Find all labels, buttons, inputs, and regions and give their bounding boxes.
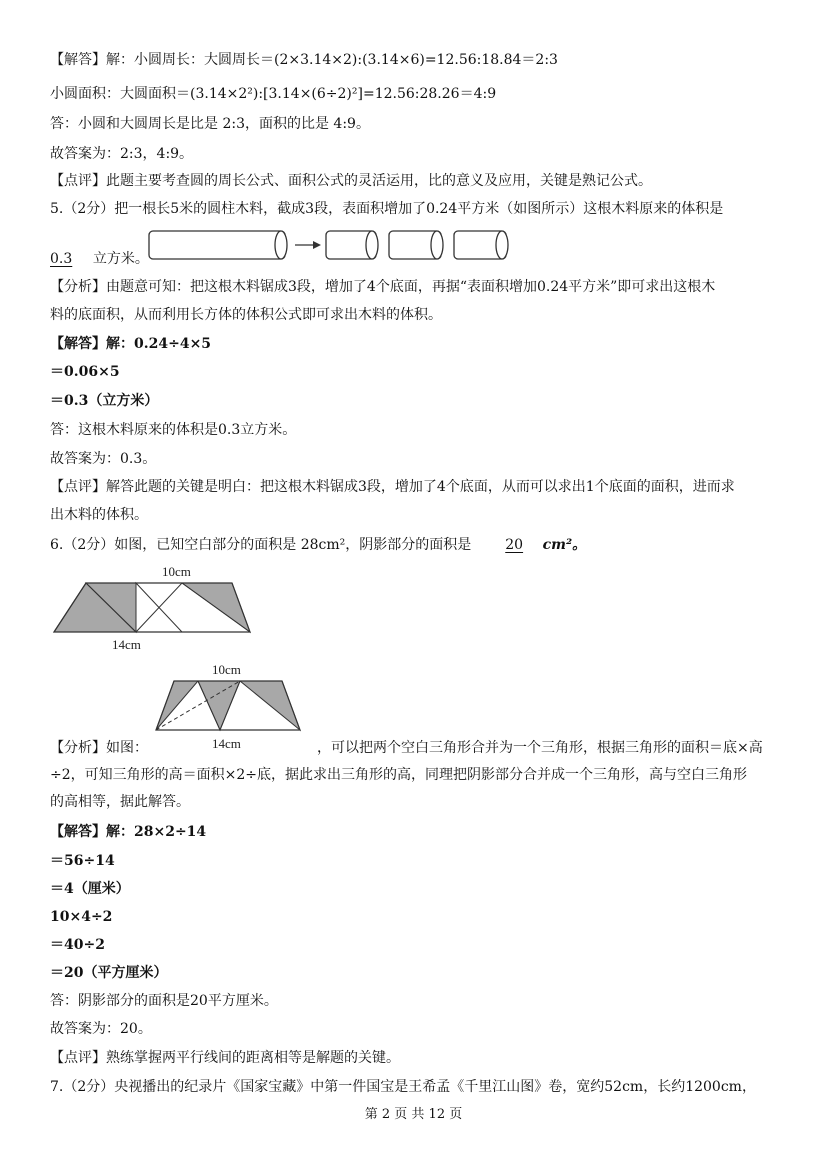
question-6-text: 6.（2分）如图，已知空白部分的面积是 28cm²，阴影部分的面积是 [50, 537, 472, 553]
solution-6-line4: 10×4÷2 [50, 909, 113, 925]
fig1-bottom-label: 14cm [112, 637, 141, 652]
answer-ratio-circumference: 【解答】解：小圆周长：大圆周长＝(2×3.14×2):(3.14×6)=12.56:18.84＝2:3 [50, 52, 558, 68]
solution-6-final: 故答案为：20。 [50, 1021, 152, 1037]
cylinder-figure [145, 228, 515, 264]
question-7: 7.（2分）央视播出的纪录片《国家宝藏》中第一件国宝是王希孟《千里江山图》卷，宽约52cm，长约1200cm， [50, 1079, 756, 1095]
analysis-6-line3: 的高相等，据此解答。 [50, 794, 190, 810]
solution-5-line3: ＝0.3（立方米） [50, 393, 159, 409]
answer-ratio-area: 小圆面积：大圆面积＝(3.14×2²):[3.14×(6÷2)²]=12.56:28.26＝4:9 [50, 86, 497, 102]
question-5: 5.（2分）把一根长5米的圆柱木料，截成3段，表面积增加了0.24平方米（如图所示）这根木料原来的体积是 [50, 201, 724, 217]
solution-5-line2: ＝0.06×5 [50, 364, 120, 380]
analysis-6-line1-start: 【分析】如图： [50, 740, 148, 756]
solution-6-line3: ＝4（厘米） [50, 881, 130, 897]
question-6-answer: 20 [505, 537, 524, 553]
fig2-bottom-label: 14cm [212, 736, 241, 751]
question-5-answer: 0.3 [50, 251, 73, 267]
fig2-top-label: 10cm [212, 662, 241, 677]
question-6 [50, 535, 586, 555]
analysis-6-line2: ÷2，可知三角形的高＝面积×2÷底，据此求出三角形的高，同理把阴影部分合并成一个三角形，高与空白三角形 [50, 767, 748, 783]
page-footer: 第 2 页 共 12 页 [364, 1107, 463, 1122]
trapezoid-figure-2 [152, 660, 312, 755]
solution-6-line1: 【解答】解：28×2÷14 [50, 824, 207, 840]
trapezoid-figure-1 [50, 562, 250, 657]
analysis-5-line1: 【分析】由题意可知：把这根木料锯成3段，增加了4个底面，再据“表面积增加0.24平方米”即可求出这根木 [50, 279, 716, 295]
answer-conclusion: 答：小圆和大圆周长是比是 2:3，面积的比是 4:9。 [50, 116, 370, 132]
solution-5-answer: 答：这根木料原来的体积是0.3立方米。 [50, 422, 297, 438]
comment-5-line1: 【点评】解答此题的关键是明白：把这根木料锯成3段，增加了4个底面，从而可以求出1个底面的面积，进而求 [50, 479, 735, 495]
solution-6-line6: ＝20（平方厘米） [50, 965, 168, 981]
solution-5-final: 故答案为：0.3。 [50, 451, 157, 467]
comment: 【点评】此题主要考查圆的周长公式、面积公式的灵活运用，比的意义及应用，关键是熟记公式。 [50, 173, 652, 189]
solution-6-answer: 答：阴影部分的面积是20平方厘米。 [50, 993, 278, 1009]
comment-5-line2: 出木料的体积。 [50, 507, 148, 523]
question-5-unit: 立方米。 [92, 251, 149, 267]
question-5-answer-line [50, 249, 149, 269]
solution-5-line1: 【解答】解：0.24÷4×5 [50, 336, 212, 352]
solution-6-line5: ＝40÷2 [50, 937, 105, 953]
answer-final: 故答案为：2:3，4:9。 [50, 146, 194, 162]
analysis-6-line1-end: ，可以把两个空白三角形合并为一个三角形，根据三角形的面积＝底×高 [317, 740, 763, 756]
question-6-unit: cm²。 [542, 537, 587, 553]
analysis-5-line2: 料的底面积，从而利用长方体的体积公式即可求出木料的体积。 [50, 307, 442, 323]
solution-6-line2: ＝56÷14 [50, 853, 115, 869]
fig1-top-label: 10cm [162, 564, 191, 579]
comment-6: 【点评】熟练掌握两平行线间的距离相等是解题的关键。 [50, 1050, 400, 1066]
